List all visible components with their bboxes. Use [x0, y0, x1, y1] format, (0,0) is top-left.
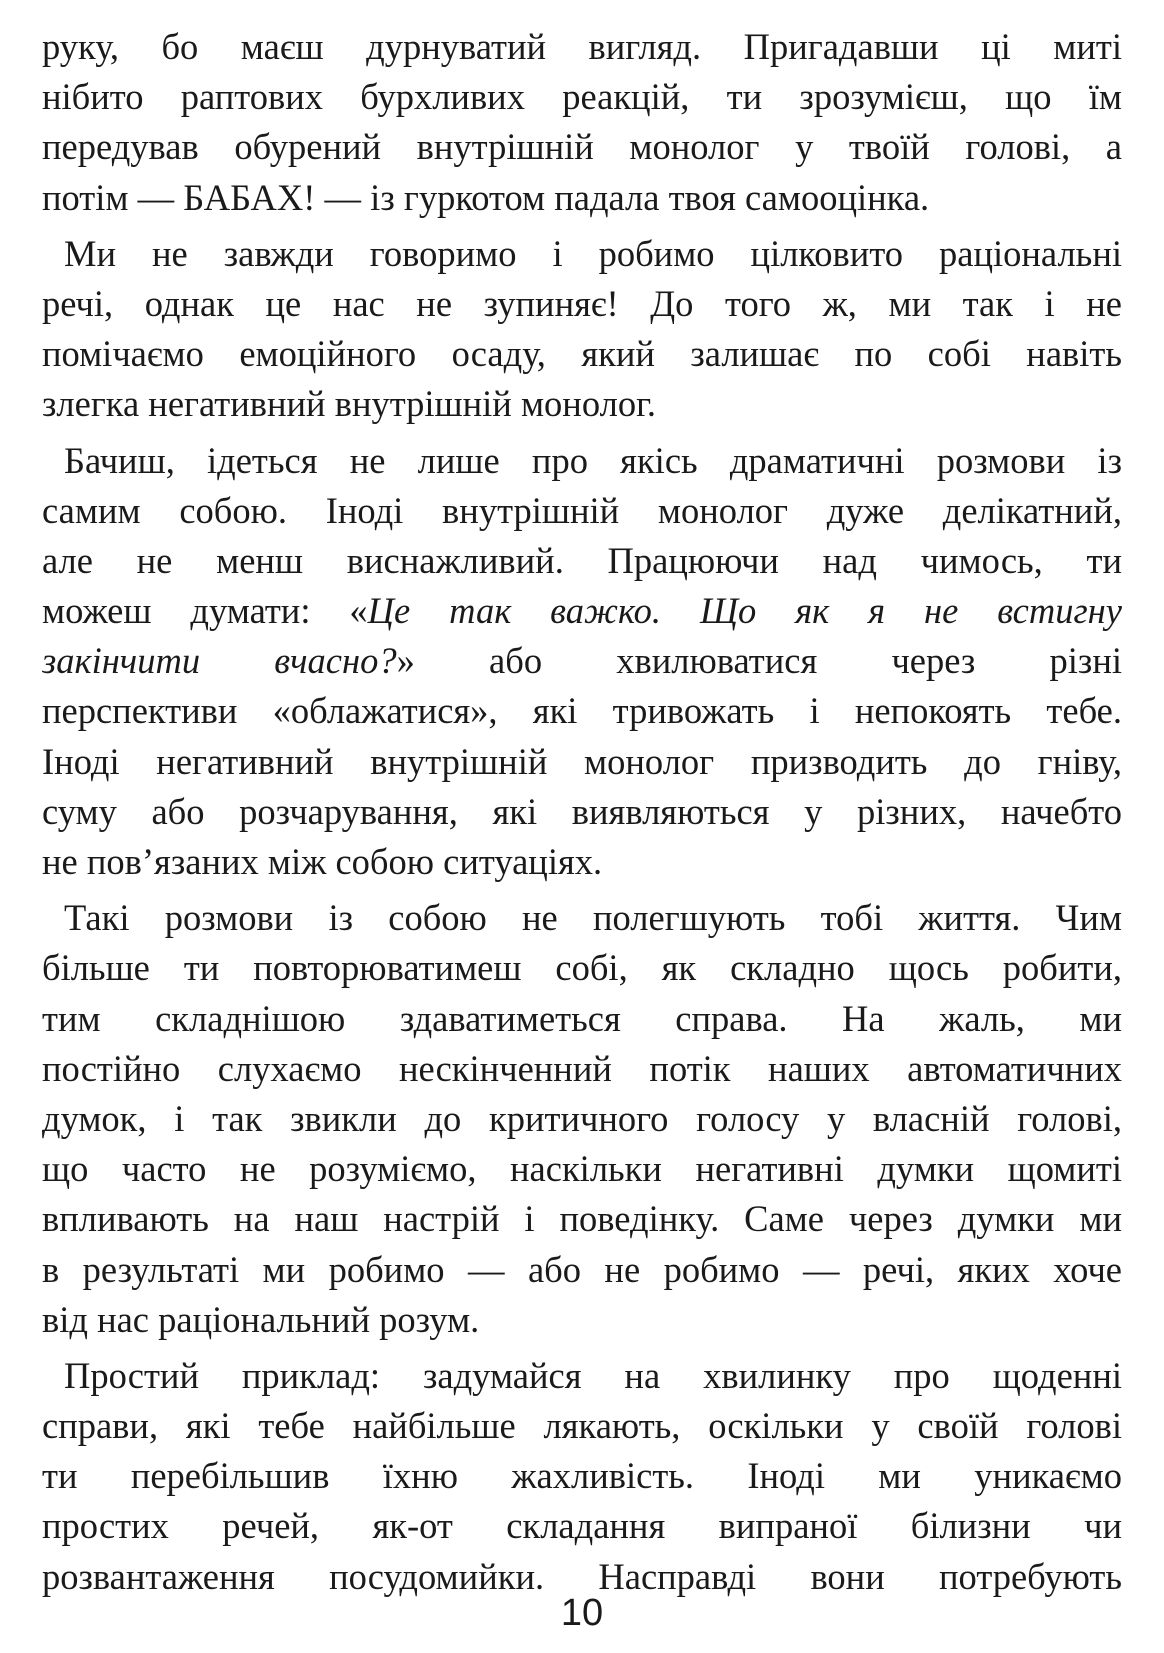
- page-number: 10: [560, 1592, 604, 1634]
- text-line: Ми не завжди говоримо і робимо цілковито раціональні: [64, 232, 1122, 274]
- quote-lead-in: можеш думати: «: [42, 590, 368, 632]
- text-line: самим собою. Іноді внутрішній монолог дуже делікатний,: [42, 489, 1122, 531]
- text-line: в результаті ми робимо — або не робимо — речі, яких хоче: [42, 1248, 1122, 1290]
- paragraph-4: [42, 893, 1122, 1345]
- paragraph-2: [42, 229, 1122, 430]
- text-line: ти перебільшив їхню жахливість. Іноді ми уникаємо: [42, 1455, 1122, 1497]
- text-line: Простий приклад: задумайся на хвилинку про щоденні: [64, 1354, 1122, 1396]
- inner-monologue-quote-part-2: закінчити вчасно?: [42, 640, 397, 682]
- text-line: Іноді негативний внутрішній монолог призводить до гніву,: [42, 740, 1122, 782]
- text-line: від нас раціональний розум.: [42, 1298, 480, 1340]
- text-line: впливають на наш настрій і поведінку. Саме через думки ми: [42, 1198, 1122, 1240]
- text-line: не пов’язаних між собою ситуаціях.: [42, 841, 603, 882]
- text-line: більше ти повторюватимеш собі, як складно щось робити,: [42, 947, 1122, 989]
- text-line: нібито раптових бурхливих реакцій, ти зрозумієш, що їм: [42, 76, 1122, 118]
- text-line: помічаємо емоційного осаду, який залишає по собі навіть: [42, 333, 1122, 375]
- paragraph-3: [42, 436, 1122, 888]
- text-line: передував обурений внутрішній монолог у твоїй голові, а: [42, 126, 1122, 168]
- text-line: думок, і так звикли до критичного голосу у власній голові,: [42, 1097, 1122, 1139]
- text-line: Такі розмови із собою не полегшують тобі життя. Чим: [64, 897, 1122, 939]
- text-line-with-quote: [42, 636, 1122, 686]
- text-line: простих речей, як-от складання випраної білизни чи: [42, 1505, 1122, 1547]
- text-line: справи, які тебе найбільше лякають, оскільки у своїй голові: [42, 1405, 1122, 1447]
- text-line: потім — БАБАХ! — із гуркотом падала твоя самооцінка.: [42, 176, 930, 218]
- text-line: перспективи «облажатися», які тривожать і непокоять тебе.: [42, 690, 1122, 732]
- quote-continuation: » або хвилюватися через різні: [396, 640, 1122, 682]
- paragraph-5: [42, 1351, 1122, 1602]
- inner-monologue-quote-part-1: Це так важко. Що як я не встигну: [367, 590, 1122, 632]
- text-line: Бачиш, ідеться не лише про якісь драматичні розмови із: [64, 439, 1122, 481]
- text-line: речі, однак це нас не зупиняє! До того ж, ми так і не: [42, 282, 1122, 324]
- text-line: тим складнішою здаватиметься справа. На жаль, ми: [42, 997, 1122, 1039]
- text-line: постійно слухаємо нескінченний потік наших автоматичних: [42, 1047, 1122, 1089]
- paragraph-1: [42, 22, 1122, 223]
- text-line-with-quote: [42, 586, 1122, 636]
- page-body: [42, 22, 1122, 1602]
- text-line: що часто не розуміємо, наскільки негативні думки щомиті: [42, 1148, 1122, 1190]
- text-line: але не менш виснажливий. Працюючи над чимось, ти: [42, 539, 1122, 581]
- text-line: суму або розчарування, які виявляються у різних, начебто: [42, 790, 1122, 832]
- text-line: злегка негативний внутрішній монолог.: [42, 383, 657, 425]
- text-line: руку, бо маєш дурнуватий вигляд. Пригадавши ці миті: [42, 26, 1122, 67]
- text-line: розвантаження посудомийки. Насправді вони потребують: [42, 1555, 1122, 1597]
